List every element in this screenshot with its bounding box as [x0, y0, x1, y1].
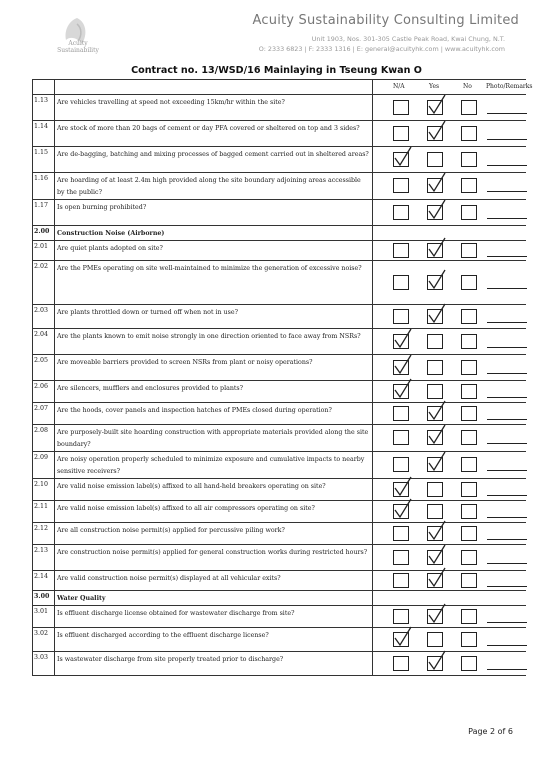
question-text: Are moveable barriers provided to screen NSRs from plant or noisy operations?: [55, 355, 373, 381]
question-text: Are hoarding of at least 2.4m high provided along the site boundary adjoining areas accessible by the public?: [55, 173, 373, 200]
item-number: 3.00: [33, 591, 55, 606]
tick-icon: [426, 603, 448, 625]
question-text: Are purposely-built site hoarding construction with appropriate materials provided along the site boundary?: [55, 425, 373, 452]
remarks-line[interactable]: [487, 586, 527, 587]
yes-checkbox[interactable]: [427, 205, 443, 220]
question-text: Are the plants known to emit noise strongly in one direction oriented to face away from NSRs?: [55, 329, 373, 355]
question-row: [33, 652, 527, 676]
no-checkbox[interactable]: [461, 360, 477, 375]
question-row: [33, 425, 527, 452]
yes-checkbox[interactable]: [427, 178, 443, 193]
item-number: 2.14: [33, 571, 55, 591]
item-number: 2.06: [33, 381, 55, 403]
tick-icon: [426, 424, 448, 446]
answer-cell: [373, 121, 527, 147]
no-checkbox[interactable]: [461, 126, 477, 141]
tick-icon: [392, 476, 414, 498]
na-checkbox[interactable]: [393, 482, 409, 497]
answer-cell: [373, 381, 527, 403]
item-number: 2.08: [33, 425, 55, 452]
na-checkbox[interactable]: [393, 360, 409, 375]
question-row: [33, 147, 527, 173]
item-number: 2.02: [33, 261, 55, 305]
no-checkbox[interactable]: [461, 656, 477, 671]
tick-icon: [426, 269, 448, 291]
answer-cell: [373, 501, 527, 523]
question-row: [33, 241, 527, 261]
remarks-line[interactable]: [487, 669, 527, 670]
item-number: 2.11: [33, 501, 55, 523]
question-text: Are quiet plants adopted on site?: [55, 241, 373, 261]
remarks-line[interactable]: [487, 165, 527, 166]
question-text: Is effluent discharge license obtained for wastewater discharge from site?: [55, 606, 373, 628]
no-checkbox[interactable]: [461, 457, 477, 472]
answer-cell: [373, 523, 527, 545]
answer-cell: [373, 628, 527, 652]
question-text: Are noisy operation properly scheduled to minimize exposure and cumulative impacts to nearby sensitive receivers?: [55, 452, 373, 479]
remarks-line[interactable]: [487, 622, 527, 623]
remarks-line[interactable]: [487, 645, 527, 646]
item-number: 2.12: [33, 523, 55, 545]
answer-cell: [373, 403, 527, 425]
yes-checkbox[interactable]: [427, 334, 443, 349]
question-text: Are valid noise emission label(s) affixed to all air compressors operating on site?: [55, 501, 373, 523]
question-row: [33, 628, 527, 652]
yes-checkbox[interactable]: [427, 152, 443, 167]
contract-title: Contract no. 13/WSD/16 Mainlaying in Tseung Kwan O: [131, 65, 422, 76]
tick-icon: [392, 378, 414, 400]
remarks-line[interactable]: [487, 191, 527, 192]
na-checkbox[interactable]: [393, 275, 409, 290]
item-number: 1.14: [33, 121, 55, 147]
question-row: [33, 452, 527, 479]
tick-icon: [426, 400, 448, 422]
question-row: [33, 329, 527, 355]
tick-icon: [426, 120, 448, 142]
yes-checkbox[interactable]: [427, 126, 443, 141]
item-number: 1.17: [33, 200, 55, 226]
na-checkbox[interactable]: [393, 178, 409, 193]
no-checkbox[interactable]: [461, 334, 477, 349]
yes-checkbox[interactable]: [427, 406, 443, 421]
no-checkbox[interactable]: [461, 406, 477, 421]
remarks-line[interactable]: [487, 397, 527, 398]
question-text: Is wastewater discharge from site properly treated prior to discharge?: [55, 652, 373, 676]
item-number: 2.04: [33, 329, 55, 355]
section-row: [33, 226, 527, 241]
company-address: [259, 34, 505, 54]
question-row: [33, 173, 527, 200]
remarks-line[interactable]: [487, 347, 527, 348]
no-checkbox[interactable]: [461, 430, 477, 445]
yes-checkbox[interactable]: [427, 430, 443, 445]
tick-icon: [392, 626, 414, 648]
answer-cell: [373, 425, 527, 452]
no-checkbox[interactable]: [461, 205, 477, 220]
question-text: Are vehicles travelling at speed not exceeding 15km/hr within the site?: [55, 95, 373, 121]
na-checkbox[interactable]: [393, 205, 409, 220]
remarks-line[interactable]: [487, 139, 527, 140]
question-row: [33, 501, 527, 523]
header-answer-cell: [373, 80, 533, 95]
na-checkbox[interactable]: [393, 334, 409, 349]
item-number: 2.03: [33, 305, 55, 329]
question-text: Are valid construction noise permit(s) displayed at all vehicular exits?: [55, 571, 373, 591]
answer-cell: [373, 241, 527, 261]
answer-cell: [373, 545, 527, 571]
no-checkbox[interactable]: [461, 309, 477, 324]
na-checkbox[interactable]: [393, 309, 409, 324]
remarks-line[interactable]: [487, 322, 527, 323]
remarks-line[interactable]: [487, 419, 527, 420]
section-blank-cell: [373, 226, 527, 241]
col-yes-label: Yes: [429, 83, 440, 90]
answer-cell: [373, 173, 527, 200]
answer-cell: [373, 261, 527, 305]
question-text: Are valid noise emission label(s) affixed to all hand-held breakers operating on site?: [55, 479, 373, 501]
yes-checkbox[interactable]: [427, 609, 443, 624]
section-title: Water Quality: [55, 591, 373, 606]
item-number: 1.13: [33, 95, 55, 121]
yes-checkbox[interactable]: [427, 656, 443, 671]
na-checkbox[interactable]: [393, 573, 409, 588]
remarks-line[interactable]: [487, 563, 527, 564]
col-no-label: No: [463, 83, 472, 90]
na-checkbox[interactable]: [393, 243, 409, 258]
remarks-line[interactable]: [487, 218, 527, 219]
yes-checkbox[interactable]: [427, 550, 443, 565]
item-number: 2.13: [33, 545, 55, 571]
logo-name: Acuity: [68, 40, 88, 47]
no-checkbox[interactable]: [461, 526, 477, 541]
yes-checkbox[interactable]: [427, 360, 443, 375]
answer-cell: [373, 95, 527, 121]
tick-icon: [392, 354, 414, 376]
yes-checkbox[interactable]: [427, 457, 443, 472]
question-row: [33, 95, 527, 121]
question-text: Is effluent discharged according to the effluent discharge license?: [55, 628, 373, 652]
item-number: 3.02: [33, 628, 55, 652]
answer-cell: [373, 452, 527, 479]
question-text: Are the hoods, cover panels and inspection hatches of PMEs closed during operation?: [55, 403, 373, 425]
question-row: [33, 121, 527, 147]
item-number: 2.10: [33, 479, 55, 501]
no-checkbox[interactable]: [461, 482, 477, 497]
no-checkbox[interactable]: [461, 243, 477, 258]
no-checkbox[interactable]: [461, 275, 477, 290]
question-row: [33, 523, 527, 545]
tick-icon: [426, 237, 448, 259]
question-row: [33, 355, 527, 381]
answer-cell: [373, 147, 527, 173]
na-checkbox[interactable]: [393, 430, 409, 445]
answer-cell: [373, 329, 527, 355]
no-checkbox[interactable]: [461, 100, 477, 115]
tick-icon: [426, 520, 448, 542]
section-title: Construction Noise (Airborne): [55, 226, 373, 241]
na-checkbox[interactable]: [393, 100, 409, 115]
yes-checkbox[interactable]: [427, 309, 443, 324]
tick-icon: [426, 199, 448, 221]
question-text: Are stock of more than 20 bags of cement or day PFA covered or sheltered on top and 3 sides?: [55, 121, 373, 147]
na-checkbox[interactable]: [393, 152, 409, 167]
remarks-line[interactable]: [487, 113, 527, 114]
question-text: Is open burning prohibited?: [55, 200, 373, 226]
checklist-table: [32, 79, 533, 676]
item-number: 2.07: [33, 403, 55, 425]
address-line-1: Unit 1903, Nos. 301-305 Castle Peak Road, Kwai Chung, N.T.: [311, 35, 505, 43]
tick-icon: [392, 328, 414, 350]
remarks-line[interactable]: [487, 539, 527, 540]
yes-checkbox[interactable]: [427, 275, 443, 290]
company-name: Acuity Sustainability Consulting Limited: [252, 13, 519, 28]
no-checkbox[interactable]: [461, 504, 477, 519]
na-checkbox[interactable]: [393, 504, 409, 519]
answer-cell: [373, 652, 527, 676]
tick-icon: [392, 146, 414, 168]
answer-cell: [373, 200, 527, 226]
yes-checkbox[interactable]: [427, 243, 443, 258]
remarks-line[interactable]: [487, 443, 527, 444]
no-checkbox[interactable]: [461, 384, 477, 399]
na-checkbox[interactable]: [393, 384, 409, 399]
item-number: 2.05: [33, 355, 55, 381]
tick-icon: [426, 544, 448, 566]
no-checkbox[interactable]: [461, 152, 477, 167]
question-text: Are the PMEs operating on site well-maintained to minimize the generation of excessive noise?: [55, 261, 373, 305]
na-checkbox[interactable]: [393, 406, 409, 421]
na-checkbox[interactable]: [393, 656, 409, 671]
yes-checkbox[interactable]: [427, 526, 443, 541]
yes-checkbox[interactable]: [427, 573, 443, 588]
col-na-label: N/A: [393, 83, 405, 90]
na-checkbox[interactable]: [393, 609, 409, 624]
no-checkbox[interactable]: [461, 550, 477, 565]
remarks-line[interactable]: [487, 373, 527, 374]
question-row: [33, 305, 527, 329]
no-checkbox[interactable]: [461, 632, 477, 647]
na-checkbox[interactable]: [393, 457, 409, 472]
tick-icon: [426, 94, 448, 116]
tick-icon: [426, 567, 448, 589]
question-row: [33, 606, 527, 628]
address-line-2: O: 2333 6823 | F: 2333 1316 | E: general@acuityhk.com | www.acuityhk.com: [258, 45, 505, 53]
no-checkbox[interactable]: [461, 178, 477, 193]
yes-checkbox[interactable]: [427, 100, 443, 115]
header-row: [33, 80, 527, 95]
na-checkbox[interactable]: [393, 632, 409, 647]
question-text: Are plants throttled down or turned off when not in use?: [55, 305, 373, 329]
remarks-line[interactable]: [487, 256, 527, 257]
item-number: 1.16: [33, 173, 55, 200]
question-row: [33, 571, 527, 591]
question-row: [33, 381, 527, 403]
remarks-line[interactable]: [487, 495, 527, 496]
tick-icon: [426, 303, 448, 325]
remarks-line[interactable]: [487, 288, 527, 289]
col-remarks-label: Photo/Remarks: [486, 83, 533, 90]
question-row: [33, 479, 527, 501]
page-number: Page 2 of 6: [468, 727, 513, 736]
item-number: 2.01: [33, 241, 55, 261]
question-text: Are de-bagging, batching and mixing processes of bagged cement carried out in sheltered areas?: [55, 147, 373, 173]
answer-cell: [373, 606, 527, 628]
section-row: [33, 591, 527, 606]
question-row: [33, 200, 527, 226]
tick-icon: [392, 498, 414, 520]
answer-cell: [373, 571, 527, 591]
no-checkbox[interactable]: [461, 609, 477, 624]
header-no-cell: [33, 80, 55, 95]
tick-icon: [426, 650, 448, 672]
question-row: [33, 545, 527, 571]
header-question-cell: [55, 80, 373, 95]
tick-icon: [426, 172, 448, 194]
remarks-line[interactable]: [487, 517, 527, 518]
question-row: [33, 261, 527, 305]
na-checkbox[interactable]: [393, 526, 409, 541]
tick-icon: [426, 451, 448, 473]
logo-text: [50, 40, 106, 54]
remarks-line[interactable]: [487, 470, 527, 471]
item-number: 1.15: [33, 147, 55, 173]
answer-cell: [373, 305, 527, 329]
question-text: Are construction noise permit(s) applied for general construction works during restricted hours?: [55, 545, 373, 571]
yes-checkbox[interactable]: [427, 504, 443, 519]
yes-checkbox[interactable]: [427, 384, 443, 399]
no-checkbox[interactable]: [461, 573, 477, 588]
question-text: Are silencers, mufflers and enclosures provided to plants?: [55, 381, 373, 403]
item-number: 2.00: [33, 226, 55, 241]
yes-checkbox[interactable]: [427, 632, 443, 647]
item-number: 3.01: [33, 606, 55, 628]
na-checkbox[interactable]: [393, 550, 409, 565]
item-number: 2.09: [33, 452, 55, 479]
yes-checkbox[interactable]: [427, 482, 443, 497]
section-blank-cell: [373, 591, 527, 606]
question-row: [33, 403, 527, 425]
question-text: Are all construction noise permit(s) applied for percussive piling work?: [55, 523, 373, 545]
item-number: 3.03: [33, 652, 55, 676]
na-checkbox[interactable]: [393, 126, 409, 141]
logo-subtext: Sustainability: [57, 47, 99, 54]
